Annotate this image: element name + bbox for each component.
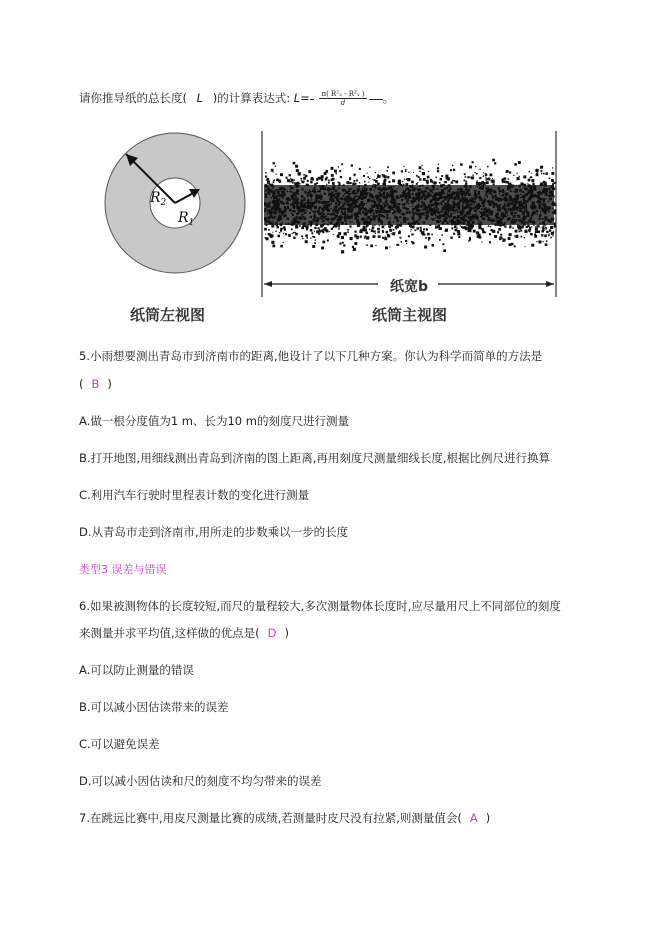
r2-label: $R_2$ <box>150 190 167 208</box>
q7-stem: 7.在跳远比赛中,用皮尺测量比赛的成绩,若测量时皮尺没有拉紧,则测量值会( A ) <box>79 811 491 825</box>
q6-option-a: A.可以防止测量的错误 <box>79 663 194 677</box>
q4-blank-answer: L <box>196 91 204 105</box>
q5-answer: B <box>91 377 100 391</box>
q6-stem-line2: 来测量并求平均值,这样做的优点是( D ) <box>79 626 289 640</box>
q5-option-a: A.做一根分度值为1 m、长为10 m的刻度尺进行测量 <box>79 414 349 428</box>
q4-middle: )的计算表达式: <box>212 91 291 105</box>
q4-line <box>79 90 394 107</box>
figure-front-caption: 纸筒主视图 <box>372 306 448 324</box>
q7-answer: A <box>469 811 478 825</box>
q5-stem: 5.小雨想要测出青岛市到济南市的距离,他设计了以下几种方案。你认为科学而简单的方法是 <box>79 349 543 363</box>
q5-option-c: C.利用汽车行驶时里程表计数的变化进行测量 <box>79 488 310 502</box>
q6-answer: D <box>267 626 277 640</box>
q4-prefix: 请你推导纸的总长度( <box>79 91 187 105</box>
q6-option-b: B.可以减小因估读带来的误差 <box>79 700 229 714</box>
figure-left-view <box>100 128 250 278</box>
width-label: 纸宽b <box>390 279 429 295</box>
section-title: 类型3 误差与错误 <box>79 563 167 576</box>
paper-roll-speckle <box>264 159 556 254</box>
r1-label: $R_1$ <box>178 210 195 228</box>
q6-option-d: D.可以减小因估读和尺的刻度不均匀带来的误差 <box>79 774 322 788</box>
q4-formula-numerator: π( R²₂ - R²₁ ) <box>321 90 365 98</box>
q4-formula-denominator: d <box>340 99 346 107</box>
q4-formula-fraction <box>319 90 366 107</box>
q4-suffix: 。 <box>382 91 395 105</box>
q4-formula-lhs: L= <box>293 91 310 105</box>
q6-option-c: C.可以避免误差 <box>79 737 160 751</box>
q5-answer-line: ( B ) <box>79 377 112 391</box>
q6-stem-line1: 6.如果被测物体的长度较短,而尺的量程较大,多次测量物体长度时,应尽量用尺上不同部位的刻度 <box>79 599 561 613</box>
q5-option-d: D.从青岛市走到济南市,用所走的步数乘以一步的长度 <box>79 525 349 539</box>
figure-left-caption: 纸筒左视图 <box>130 306 206 324</box>
q5-option-b: B.打开地图,用细线测出青岛到济南的图上距离,再用刻度尺测量细线长度,根据比例尺进行换算 <box>79 451 551 465</box>
